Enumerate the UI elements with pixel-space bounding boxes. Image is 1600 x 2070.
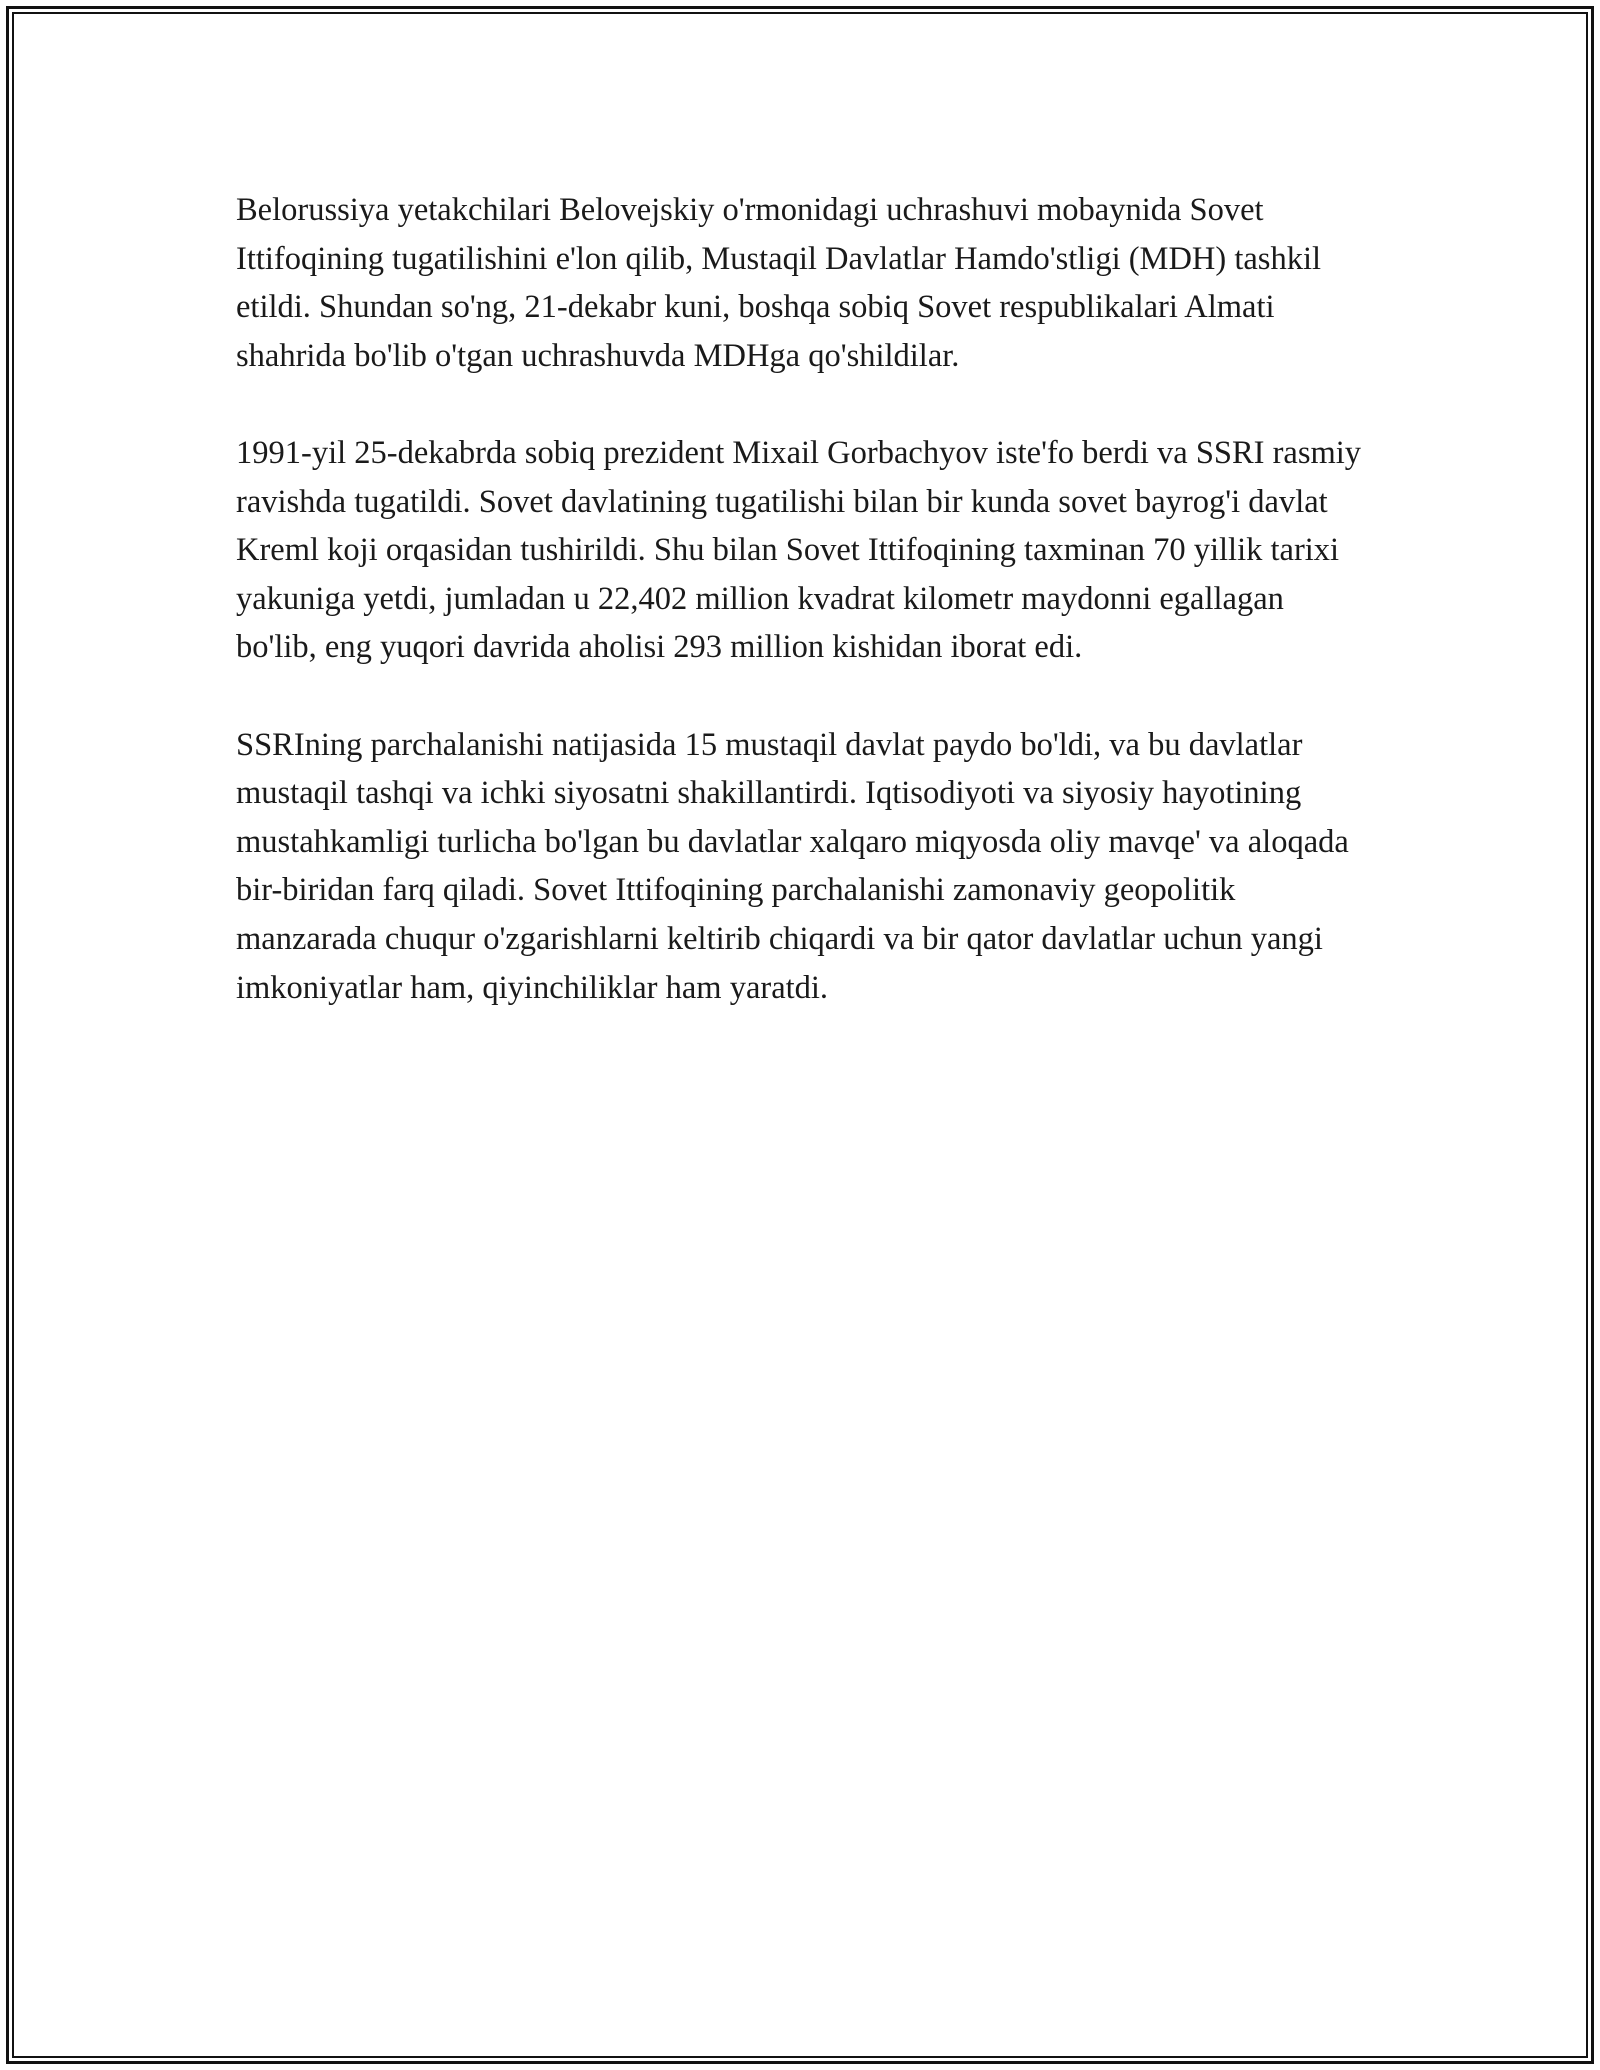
paragraph-1: Belorussiya yetakchilari Belovejskiy o'rmonidagi uchrashuvi mobaynida Sovet Ittifoqining tugatilishini e'lon qilib, Mustaqil Davlatlar Hamdo'stligi (MDH) tashkil etildi. Shundan so'ng, 21-dekabr kuni, boshqa sobiq Sovet respublikalari Almati shahrida bo'lib o'tgan uchrashuvda MDHga qo'shildilar.	[236, 192, 1322, 374]
document-body	[236, 186, 1366, 1061]
paragraph-3: SSRIning parchalanishi natijasida 15 mustaqil davlat paydo bo'ldi, va bu davlatlar mustaqil tashqi va ichki siyosatni shakillantirdi. Iqtisodiyoti va siyosiy hayotining mustahkamligi turlicha bo'lgan bu davlatlar xalqaro miqyosda oliy mavqe' va aloqada bir-biridan farq qiladi. Sovet Ittifoqining parchalanishi zamonaviy geopolitik manzarada chuqur o'zgarishlarni keltirib chiqardi va bir qator davlatlar uchun yangi imkoniyatlar ham, qiyinchiliklar ham yaratdi.	[236, 726, 1349, 1006]
paragraph-2: 1991-yil 25-dekabrda sobiq prezident Mixail Gorbachyov iste'fo berdi va SSRI rasmiy ravishda tugatildi. Sovet davlatining tugatilishi bilan bir kunda sovet bayrog'i davlat Kreml koji orqasidan tushirildi. Shu bilan Sovet Ittifoqining taxminan 70 yillik tarixi yakuniga yetdi, jumladan u 22,402 million kvadrat kilometr maydonni egallagan bo'lib, eng yuqori davrida aholisi 293 million kishidan iborat edi.	[236, 434, 1362, 666]
